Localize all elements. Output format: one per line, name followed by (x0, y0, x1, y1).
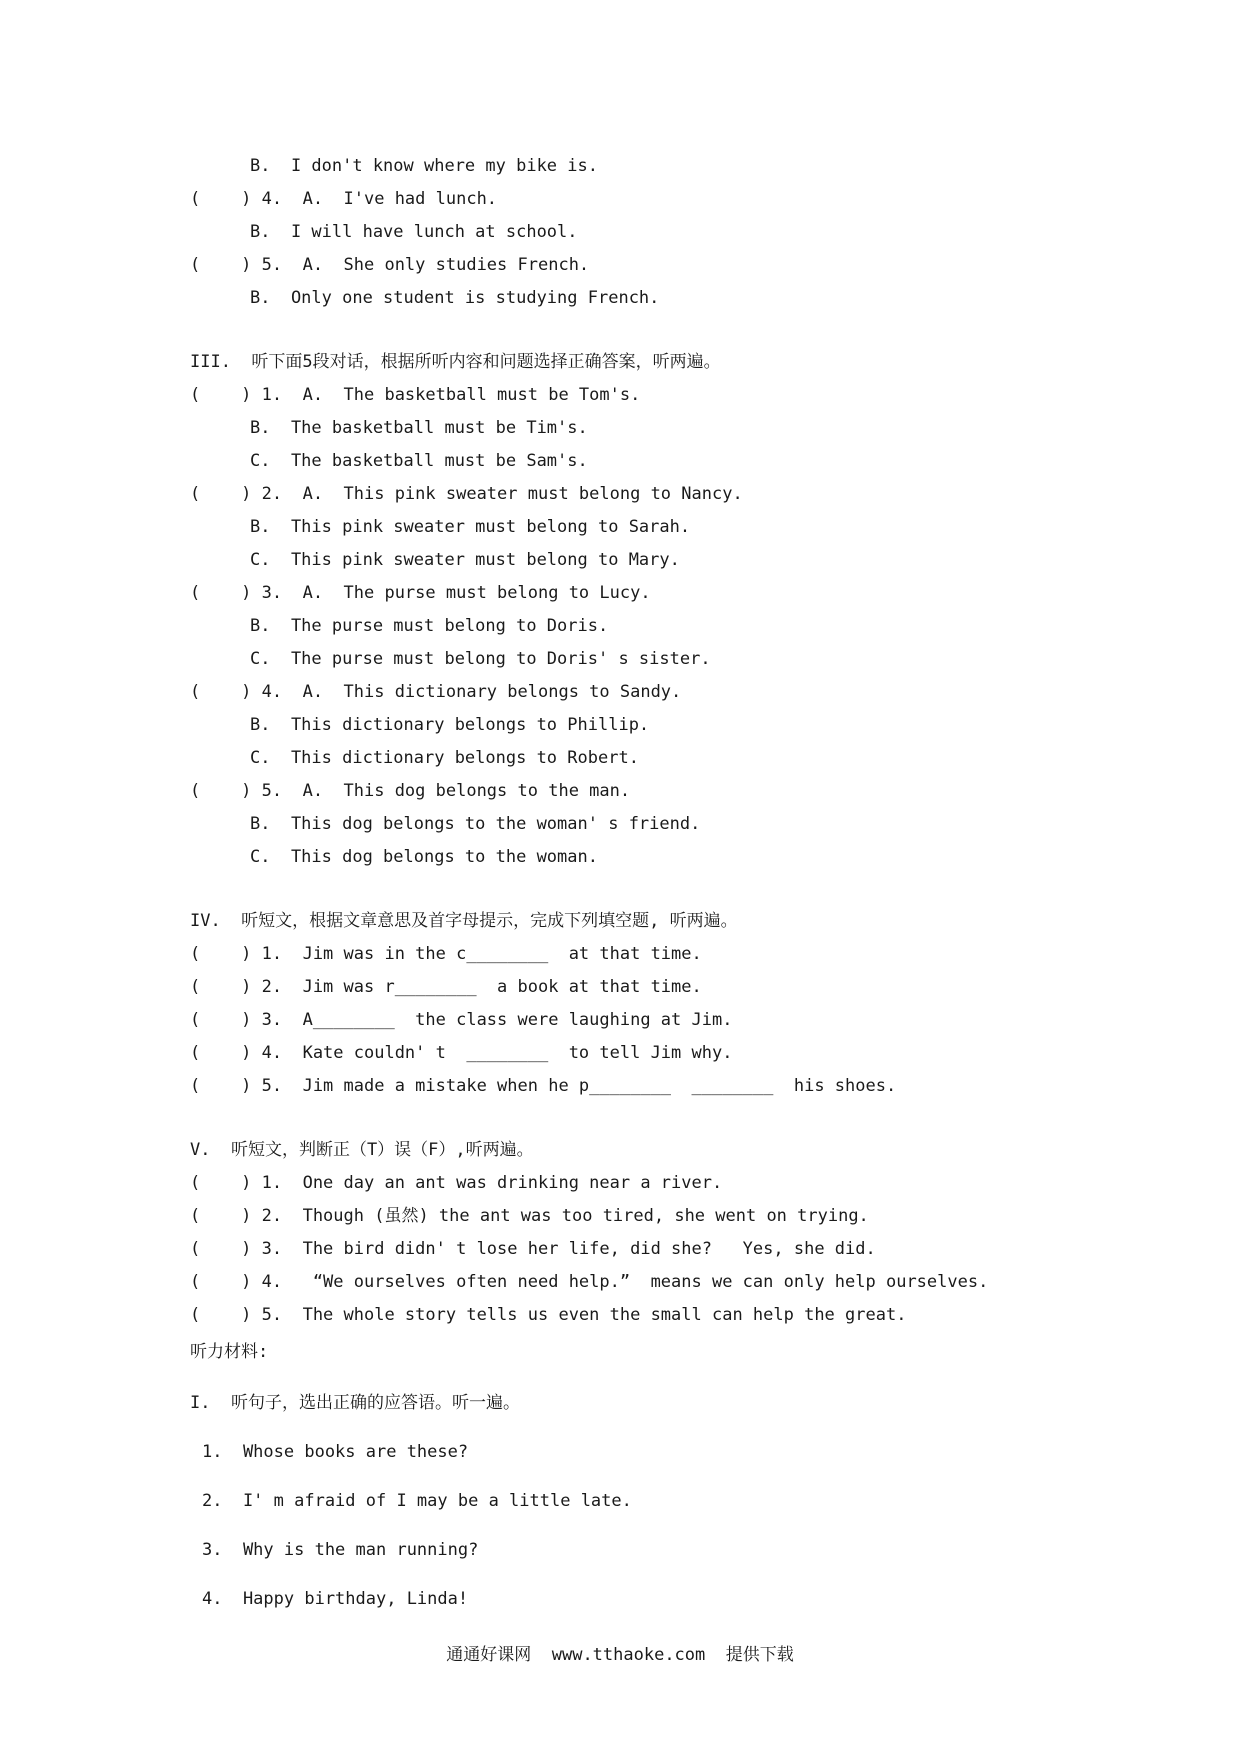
s3-q2-c: C. This pink sweater must belong to Mary. (250, 550, 680, 570)
s5-q3: ( ) 3. The bird didn' t lose her life, did she? Yes, she did. (190, 1239, 876, 1259)
s4-q2: ( ) 2. Jim was r________ a book at that time. (190, 977, 702, 997)
s3-q5-c: C. This dog belongs to the woman. (250, 847, 598, 867)
s3-q1-a: ( ) 1. A. The basketball must be Tom's. (190, 385, 641, 405)
s4-q4: ( ) 4. Kate couldn' t ________ to tell Jim why. (190, 1043, 733, 1063)
s5-q2: ( ) 2. Though (虽然) the ant was too tired, she went on trying. (190, 1206, 869, 1226)
page-footer: 通通好课网 www.tthaoke.com 提供下载 (446, 1645, 794, 1665)
s3-q3-c: C. The purse must belong to Doris' s sister. (250, 649, 711, 669)
s3-q2-a: ( ) 2. A. This pink sweater must belong to Nancy. (190, 484, 743, 504)
s3-q4-c: C. This dictionary belongs to Robert. (250, 748, 639, 768)
s3-q2-b: B. This pink sweater must belong to Sarah. (250, 517, 691, 537)
section-4-heading: IV. 听短文，根据文章意思及首字母提示，完成下列填空题, 听两遍。 (190, 911, 738, 931)
s2-question-5: ( ) 5. A. She only studies French. (190, 255, 590, 275)
s3-q1-c: C. The basketball must be Sam's. (250, 451, 588, 471)
s4-q1: ( ) 1. Jim was in the c________ at that time. (190, 944, 702, 964)
listening-item-3: 3. Why is the man running? (202, 1540, 479, 1560)
s5-q4: ( ) 4. “We ourselves often need help.” means we can only help ourselves. (190, 1272, 989, 1292)
s5-q5: ( ) 5. The whole story tells us even the small can help the great. (190, 1305, 907, 1325)
s3-q4-a: ( ) 4. A. This dictionary belongs to Sandy. (190, 682, 682, 702)
listening-label: 听力材料: (190, 1342, 269, 1362)
s2-option-5b: B. Only one student is studying French. (250, 288, 660, 308)
listening-item-2: 2. I' m afraid of I may be a little late. (202, 1491, 632, 1511)
s2-option-4b: B. I will have lunch at school. (250, 222, 578, 242)
listening-section-1-heading: I. 听句子，选出正确的应答语。听一遍。 (190, 1393, 520, 1413)
section-5-heading: V. 听短文，判断正（T）误（F）,听两遍。 (190, 1140, 534, 1160)
s2-option-3b: B. I don't know where my bike is. (250, 156, 598, 176)
s3-q4-b: B. This dictionary belongs to Phillip. (250, 715, 650, 735)
s2-question-4: ( ) 4. A. I've had lunch. (190, 189, 498, 209)
s4-q5: ( ) 5. Jim made a mistake when he p________ ________ his shoes. (190, 1076, 897, 1096)
s3-q1-b: B. The basketball must be Tim's. (250, 418, 588, 438)
s3-q5-b: B. This dog belongs to the woman' s friend. (250, 814, 701, 834)
s3-q3-b: B. The purse must belong to Doris. (250, 616, 609, 636)
s3-q5-a: ( ) 5. A. This dog belongs to the man. (190, 781, 631, 801)
s5-q1: ( ) 1. One day an ant was drinking near a river. (190, 1173, 723, 1193)
s3-q3-a: ( ) 3. A. The purse must belong to Lucy. (190, 583, 651, 603)
section-3-heading: III. 听下面5段对话，根据所听内容和问题选择正确答案，听两遍。 (190, 352, 721, 372)
listening-item-4: 4. Happy birthday, Linda! (202, 1589, 469, 1609)
s4-q3: ( ) 3. A________ the class were laughing at Jim. (190, 1010, 733, 1030)
listening-item-1: 1. Whose books are these? (202, 1442, 469, 1462)
